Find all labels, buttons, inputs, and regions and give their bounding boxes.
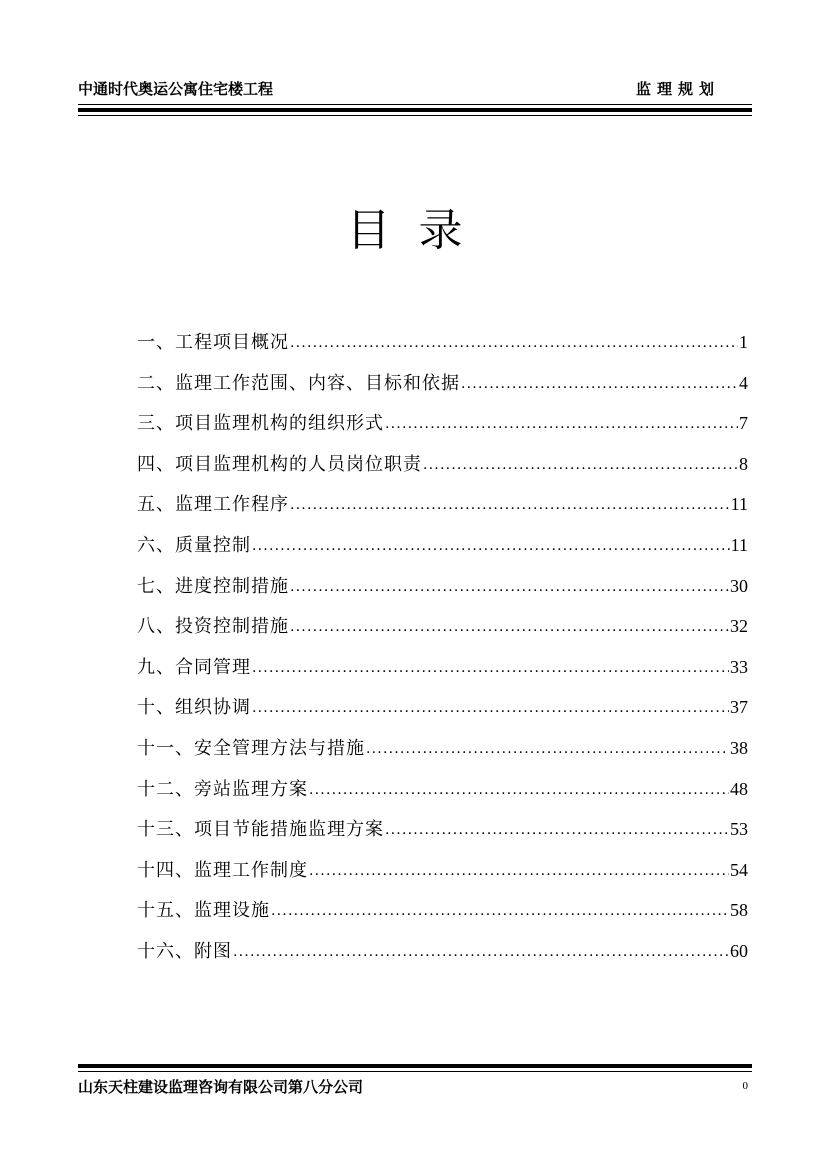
toc-leader-dots [366,732,729,766]
footer-company-name: 山东天柱建设监理咨询有限公司第八分公司 [78,1078,364,1096]
toc-entry-page: 60 [730,940,748,961]
footer-divider-thin [78,1071,752,1072]
toc-leader-dots [290,570,729,604]
toc-entry[interactable] [137,366,748,407]
toc-entry-label: 十、组织协调 [137,697,251,719]
toc-entry-label: 十六、附图 [137,940,232,962]
toc-entry-page: 11 [730,494,748,515]
toc-entry[interactable] [137,812,748,853]
toc-entry-page: 58 [730,900,748,921]
toc-entry-page: 1 [739,332,748,352]
toc-entry[interactable] [137,325,748,366]
toc-entry-label: 十四、监理工作制度 [137,859,308,881]
toc-leader-dots [309,854,729,888]
toc-entry-label: 九、合同管理 [137,656,251,678]
header-divider-thick [78,108,752,112]
toc-entry-page: 30 [730,575,748,596]
header-project-title: 中通时代奥运公寓住宅楼工程 [78,80,274,98]
toc-entry-label: 一、工程项目概况 [137,332,289,353]
toc-entry-page: 53 [730,819,748,840]
toc-entry-page: 8 [739,453,748,474]
header-divider-thin-bottom [78,115,752,116]
toc-leader-dots [385,813,729,847]
toc-entry[interactable] [137,934,748,975]
toc-leader-dots [290,488,730,522]
toc-entry-label: 二、监理工作范围、内容、目标和依据 [137,372,460,394]
toc-leader-dots [233,935,729,969]
toc-entry-page: 4 [739,372,748,393]
toc-entry[interactable] [137,528,748,569]
footer-page-number: 0 [742,1080,748,1092]
toc-entry[interactable] [137,609,748,650]
header-divider-thin-top [78,104,752,105]
toc-leader-dots [271,894,729,928]
toc-entry-label: 四、项目监理机构的人员岗位职责 [137,453,422,475]
toc-entry-label: 十三、项目节能措施监理方案 [137,819,384,841]
toc-entry-page: 32 [730,616,748,637]
toc-entry[interactable] [137,650,748,691]
toc-entry-label: 八、投资控制措施 [137,616,289,638]
toc-entry[interactable] [137,569,748,610]
toc-entry-page: 11 [730,534,748,555]
toc-entry-label: 五、监理工作程序 [137,494,289,516]
toc-entry[interactable] [137,853,748,894]
toc-leader-dots [423,448,738,482]
toc-entry-page: 7 [739,413,748,434]
toc-leader-dots [252,651,729,685]
page-footer [78,1076,752,1100]
toc-entry[interactable] [137,893,748,934]
table-of-contents [137,325,748,975]
page-title: 目录 [346,205,491,256]
toc-entry-label: 七、进度控制措施 [137,575,289,597]
toc-leader-dots [290,610,729,644]
toc-leader-dots [252,691,729,725]
toc-entry[interactable] [137,406,748,447]
toc-entry-page: 37 [730,697,748,718]
toc-entry[interactable] [137,447,748,488]
toc-leader-dots [385,407,738,441]
toc-entry-label: 十五、监理设施 [137,900,270,922]
toc-entry-label: 十二、旁站监理方案 [137,778,308,800]
toc-entry-page: 33 [730,656,748,677]
toc-entry-label: 十一、安全管理方法与措施 [137,737,365,759]
toc-leader-dots [252,529,730,563]
toc-entry-label: 三、项目监理机构的组织形式 [137,413,384,435]
toc-entry[interactable] [137,690,748,731]
toc-leader-dots [309,773,729,807]
toc-entry[interactable] [137,772,748,813]
toc-entry-label: 六、质量控制 [137,534,251,556]
header-doc-type: 监理规划 [635,80,720,98]
toc-entry[interactable] [137,731,748,772]
page-header [78,78,752,102]
toc-entry-page: 38 [730,737,748,758]
toc-entry[interactable] [137,487,748,528]
toc-entry-page: 48 [730,778,748,799]
toc-leader-dots [461,367,738,401]
toc-entry-page: 54 [730,859,748,880]
footer-divider-thick [78,1064,752,1068]
toc-leader-dots [290,326,738,360]
